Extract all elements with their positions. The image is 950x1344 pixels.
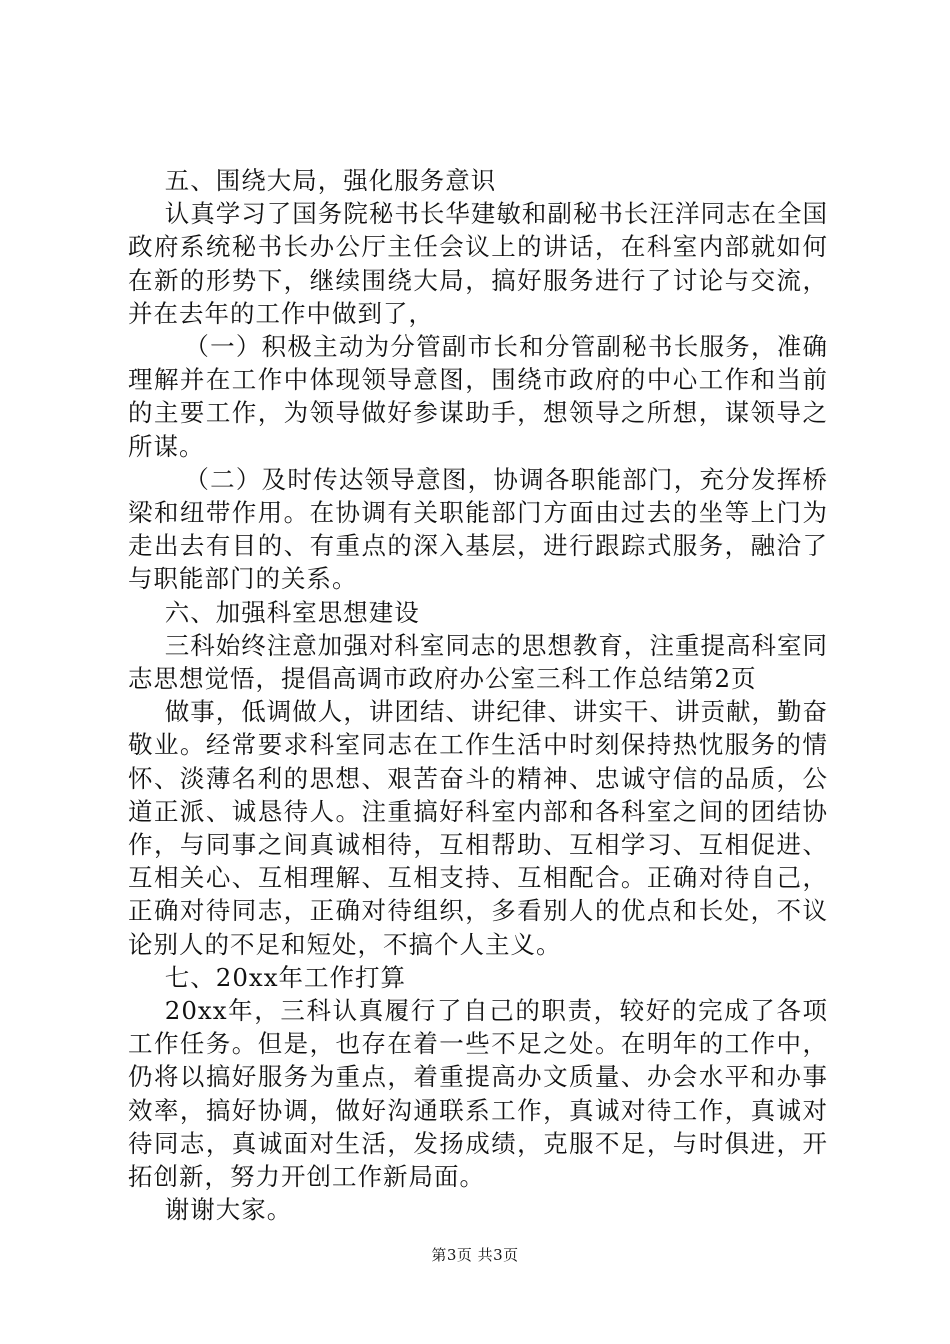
paragraph: 认真学习了国务院秘书长华建敏和副秘书长汪洋同志在全国政府系统秘书长办公厅主任会议上的讲话，在科室内部就如何在新的形势下，继续围绕大局，搞好服务进行了讨论与交流，并在去年的工作中做到了， [128, 199, 828, 328]
paragraph: 三科始终注意加强对科室同志的思想教育，注重提高科室同志思想觉悟，提倡高调市政府办公室三科工作总结第2页 [128, 630, 828, 694]
page-number: 第3页 共3页 [431, 1246, 519, 1264]
document-body [128, 164, 828, 1227]
closing-line: 谢谢大家。 [164, 1195, 293, 1225]
list-item-1: （一）积极主动为分管副市长和分管副秘书长服务，准确理解并在工作中体现领导意图，围绕市政府的中心工作和当前的主要工作，为领导做好参谋助手，想领导之所想，谋领导之所谋。 [128, 332, 828, 461]
section-heading-5: 五、围绕大局，强化服务意识 [164, 166, 497, 195]
paragraph: 20xx年，三科认真履行了自己的职责，较好的完成了各项工作任务。但是，也存在着一些不足之处。在明年的工作中，仍将以搞好服务为重点，着重提高办文质量、办会水平和办事效率，搞好协调，做好沟通联系工作，真诚对待工作，真诚对待同志，真诚面对生活，发扬成绩，克服不足，与时俱进，开拓创新，努力开创工作新局面。 [128, 996, 828, 1192]
section-heading-7: 七、20xx年工作打算 [164, 962, 407, 992]
section-heading-6: 六、加强科室思想建设 [164, 597, 420, 627]
paragraph: 做事，低调做人，讲团结、讲纪律、讲实干、讲贡献，勤奋敬业。经常要求科室同志在工作生活中时刻保持热忱服务的情怀、淡薄名利的思想、艰苦奋斗的精神、忠诚守信的品质，公道正派、诚恳待人。注重搞好科室内部和各科室之间的团结协作，与同事之间真诚相待，互相帮助、互相学习、互相促进、互相关心、互相理解、互相支持、互相配合。正确对待自己，正确对待同志，正确对待组织，多看别人的优点和长处，不议论别人的不足和短处，不搞个人主义。 [128, 697, 828, 959]
page-footer [0, 1244, 950, 1265]
list-item-2: （二）及时传达领导意图，协调各职能部门，充分发挥桥梁和纽带作用。在协调有关职能部门方面由过去的坐等上门为走出去有目的、有重点的深入基层，进行跟踪式服务，融洽了与职能部门的关系。 [128, 464, 828, 594]
